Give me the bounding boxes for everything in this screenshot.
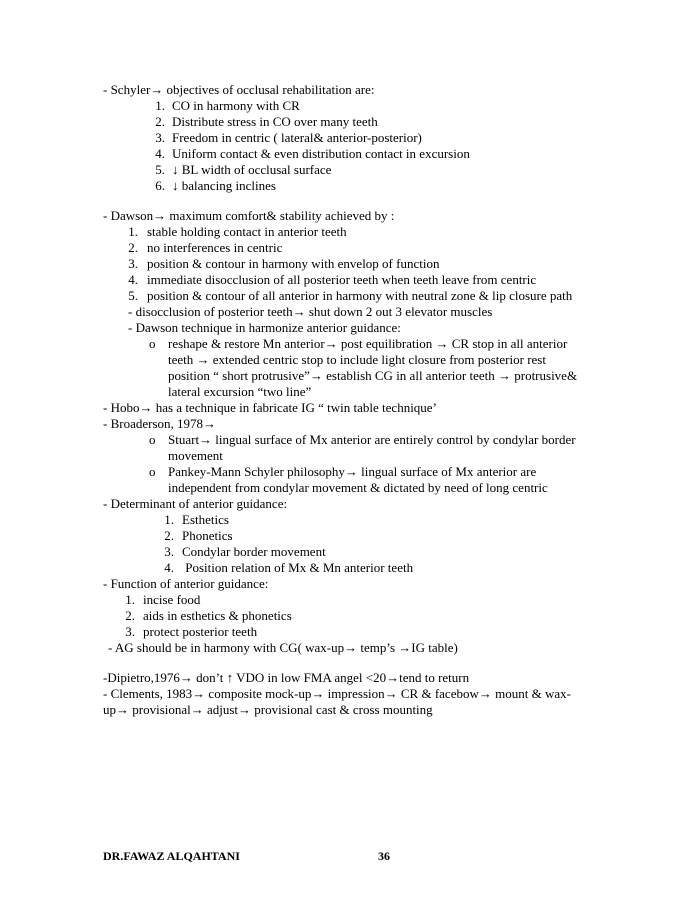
list-item: 2. Phonetics bbox=[164, 528, 233, 543]
dawson-heading: - Dawson→ maximum comfort& stability achieved by : bbox=[103, 208, 395, 223]
list-item: 5. ↓ BL width of occlusal surface bbox=[155, 162, 332, 177]
dipietro-line: -Dipietro,1976→ don’t ↑ VDO in low FMA angel <20→tend to return bbox=[103, 670, 470, 685]
clements-line: - Clements, 1983→ composite mock-up→ impression→ CR & facebow→ mount & wax- bbox=[103, 686, 571, 701]
hobo-line: - Hobo→ has a technique in fabricate IG “ twin table technique’ bbox=[103, 400, 437, 415]
schyler-heading: - Schyler→ objectives of occlusal rehabilitation are: bbox=[103, 82, 375, 97]
bullet-icon: o bbox=[149, 432, 156, 447]
list-item: 3. Freedom in centric ( lateral& anterior-posterior) bbox=[155, 130, 422, 145]
list-item: 1. Esthetics bbox=[164, 512, 229, 527]
list-item: 2. Distribute stress in CO over many teeth bbox=[155, 114, 378, 129]
bullet-text: Stuart→ lingual surface of Mx anterior are entirely control by condylar border bbox=[168, 432, 576, 447]
list-item: 3. protect posterior teeth bbox=[125, 624, 258, 639]
list-item: 6. ↓ balancing inclines bbox=[155, 178, 276, 193]
list-item: 1. CO in harmony with CR bbox=[155, 98, 300, 113]
list-item: 4. Uniform contact & even distribution contact in excursion bbox=[155, 146, 470, 161]
list-item: 2. no interferences in centric bbox=[128, 240, 283, 255]
bullet-text: movement bbox=[168, 448, 223, 463]
bullet-text: position “ short protrusive”→ establish CG in all anterior teeth → protrusive& bbox=[168, 368, 578, 383]
list-item: 5. position & contour of all anterior in harmony with neutral zone & lip closure path bbox=[128, 288, 573, 303]
determinant-heading: - Determinant of anterior guidance: bbox=[103, 496, 288, 511]
list-item: 1. incise food bbox=[125, 592, 201, 607]
list-item: 2. aids in esthetics & phonetics bbox=[125, 608, 292, 623]
list-item: 4. immediate disocclusion of all posterior teeth when teeth leave from centric bbox=[128, 272, 537, 287]
list-item: 1. stable holding contact in anterior teeth bbox=[128, 224, 347, 239]
dawson-note-technique: - Dawson technique in harmonize anterior guidance: bbox=[128, 320, 401, 335]
ag-note: - AG should be in harmony with CG( wax-up→ temp’s →IG table) bbox=[108, 640, 458, 655]
bullet-icon: o bbox=[149, 336, 156, 351]
bullet-text: teeth → extended centric stop to include light closure from posterior rest bbox=[168, 352, 546, 367]
list-item: 3. position & contour in harmony with envelop of function bbox=[128, 256, 440, 271]
dawson-note-disocclusion: - disocclusion of posterior teeth→ shut down 2 out 3 elevator muscles bbox=[128, 304, 493, 319]
bullet-text: reshape & restore Mn anterior→ post equilibration → CR stop in all anterior bbox=[168, 336, 568, 351]
bullet-icon: o bbox=[149, 464, 156, 479]
bullet-text: independent from condylar movement & dictated by need of long centric bbox=[168, 480, 548, 495]
bullet-text: lateral excursion “two line” bbox=[168, 384, 312, 399]
broaderson-heading: - Broaderson, 1978→ bbox=[103, 416, 217, 431]
clements-line: up→ provisional→ adjust→ provisional cast & cross mounting bbox=[103, 702, 433, 717]
page-number: 36 bbox=[378, 849, 390, 863]
footer-author: DR.FAWAZ ALQAHTANI bbox=[103, 849, 240, 863]
bullet-text: Pankey-Mann Schyler philosophy→ lingual surface of Mx anterior are bbox=[168, 464, 537, 479]
function-heading: - Function of anterior guidance: bbox=[103, 576, 269, 591]
list-item: 3. Condylar border movement bbox=[164, 544, 326, 559]
list-item: 4. Position relation of Mx & Mn anterior teeth bbox=[164, 560, 414, 575]
